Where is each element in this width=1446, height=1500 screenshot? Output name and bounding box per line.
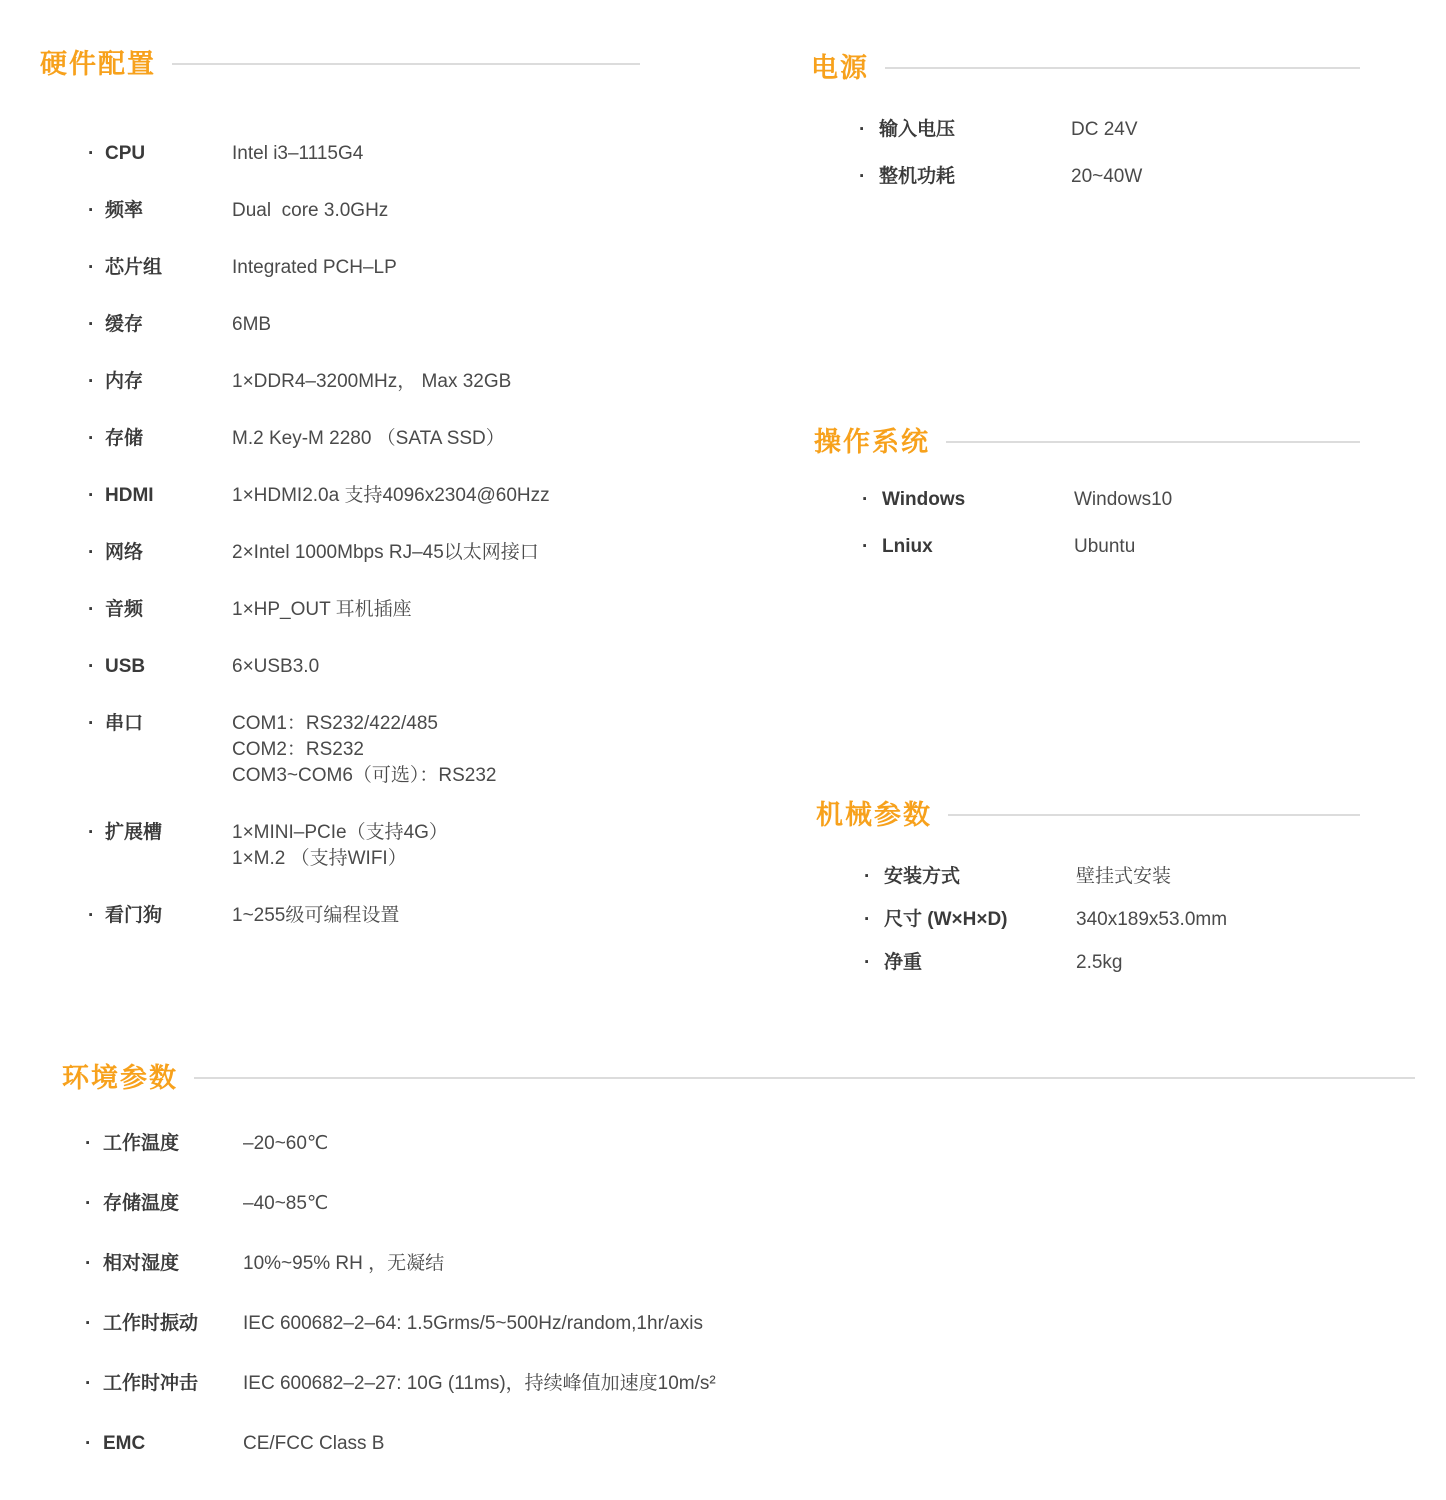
bullet-dot: · [85,1253,92,1274]
section-divider [885,67,1360,69]
spec-value [1074,534,1135,560]
spec-row [40,654,640,680]
spec-value [1071,117,1138,143]
spec-label: 整机功耗 [879,166,956,187]
spec-row [40,141,640,167]
section-divider [172,63,640,65]
spec-label: 输入电压 [879,119,956,140]
spec-label: 网络 [105,542,144,563]
spec-row [62,1431,1415,1457]
spec-value [232,711,496,789]
spec-label: CPU [105,143,146,164]
spec-value [1071,164,1142,190]
bullet-dot: · [864,952,871,973]
spec-row [816,950,1360,976]
section-header [62,1056,1415,1095]
section-divider [194,1077,1415,1079]
spec-row [40,820,640,872]
spec-label: 看门狗 [105,905,163,926]
spec-value-line: –40~85℃ [243,1193,329,1214]
bullet-dot: · [88,656,95,677]
spec-row [814,534,1360,560]
bullet-dot: · [85,1433,92,1454]
spec-value-line: Integrated PCH–LP [232,257,397,278]
bullet-dot: · [88,713,95,734]
spec-label: Windows [882,489,966,510]
bullet-dot: · [862,489,869,510]
section-environment-params [62,1056,1415,1491]
spec-row [40,483,640,509]
spec-value-line: 340x189x53.0mm [1076,909,1228,930]
spec-row [62,1131,1415,1157]
spec-value-line: 1×DDR4–3200MHz， Max 32GB [232,371,512,392]
spec-value-line: Ubuntu [1074,536,1136,557]
spec-value [232,369,511,395]
bullet-dot: · [88,200,95,221]
spec-value [243,1431,384,1457]
spec-value [1076,950,1122,976]
section-hardware-config [40,42,640,960]
spec-value-line: Intel i3–1115G4 [232,143,364,164]
spec-value [243,1191,328,1217]
bullet-dot: · [88,822,95,843]
spec-value-line: COM1：RS232/422/485 [232,713,438,734]
spec-row [40,903,640,929]
spec-value-line: 壁挂式安装 [1076,866,1172,887]
spec-value [232,312,271,338]
spec-label: 工作时冲击 [103,1373,199,1394]
spec-row [40,540,640,566]
bullet-dot: · [859,166,866,187]
bullet-dot: · [862,536,869,557]
spec-value [243,1251,444,1277]
bullet-dot: · [88,905,95,926]
spec-label: 工作温度 [103,1133,180,1154]
spec-value [1074,487,1172,513]
spec-row [811,164,1360,190]
section-title: 硬件配置 [40,49,156,79]
spec-value-line: IEC 600682–2–27: 10G (11ms)，持续峰值加速度10m/s² [243,1373,716,1394]
spec-label: 相对湿度 [103,1253,180,1274]
spec-value-line: 10%~95% RH ，无凝结 [243,1253,445,1274]
spec-label: Lniux [882,536,933,557]
spec-label: 扩展槽 [105,822,163,843]
spec-value [232,141,363,167]
spec-value-line: Windows10 [1074,489,1173,510]
spec-label: 存储温度 [103,1193,180,1214]
spec-value [232,597,412,623]
spec-value-line: 1~255级可编程设置 [232,905,400,926]
spec-label: 净重 [884,952,923,973]
spec-value-line: 6×USB3.0 [232,656,320,677]
spec-value-line: COM2：RS232 [232,739,364,760]
spec-label: 音频 [105,599,144,620]
bullet-dot: · [85,1313,92,1334]
spec-label: 串口 [105,713,144,734]
section-header [40,42,640,81]
spec-label: 安装方式 [884,866,961,887]
spec-label: USB [105,656,146,677]
bullet-dot: · [859,119,866,140]
spec-row [40,198,640,224]
spec-value [232,903,399,929]
spec-row [40,597,640,623]
spec-value-line: IEC 600682–2–64: 1.5Grms/5~500Hz/random,1hr/axis [243,1313,703,1334]
section-title: 电源 [811,53,869,83]
bullet-dot: · [88,314,95,335]
spec-row [816,864,1360,890]
spec-value [232,483,550,509]
spec-value-line: DC 24V [1071,119,1138,140]
section-operating-system [814,420,1360,581]
spec-row [40,312,640,338]
spec-label: 存储 [105,428,144,449]
spec-row [62,1371,1415,1397]
spec-value-line: CE/FCC Class B [243,1433,385,1454]
bullet-dot: · [864,866,871,887]
spec-row [62,1311,1415,1337]
bullet-dot: · [88,371,95,392]
spec-label: HDMI [105,485,154,506]
spec-label: 频率 [105,200,144,221]
bullet-dot: · [85,1373,92,1394]
spec-value [1076,907,1227,933]
spec-value-line: –20~60℃ [243,1133,329,1154]
bullet-dot: · [864,909,871,930]
spec-value-line: 1×M.2 （支持WIFI） [232,848,407,869]
spec-label: 内存 [105,371,144,392]
spec-value-line: 1×MINI–PCIe（支持4G） [232,822,448,843]
bullet-dot: · [88,428,95,449]
section-divider [948,814,1360,816]
bullet-dot: · [85,1193,92,1214]
spec-value-line: COM3~COM6（可选）：RS232 [232,765,497,786]
section-header [814,420,1360,459]
spec-row [816,907,1360,933]
spec-value-line: 2.5kg [1076,952,1123,973]
spec-row [40,426,640,452]
spec-row [814,487,1360,513]
spec-value-line: 6MB [232,314,272,335]
bullet-dot: · [88,485,95,506]
spec-value [1076,864,1171,890]
section-title: 环境参数 [62,1063,178,1093]
section-title: 机械参数 [816,800,932,830]
spec-label: 尺寸 (W×H×D) [884,909,1008,930]
spec-value [232,255,397,281]
section-body [811,117,1360,190]
spec-value [243,1371,716,1397]
spec-label: 缓存 [105,314,144,335]
spec-value-line: 20~40W [1071,166,1143,187]
spec-row [811,117,1360,143]
spec-row [62,1251,1415,1277]
spec-value-line: 1×HDMI2.0a 支持4096x2304@60Hzz [232,485,550,506]
bullet-dot: · [88,542,95,563]
spec-value [232,540,539,566]
spec-value [232,820,448,872]
section-power [811,46,1360,211]
section-header [816,793,1360,832]
spec-label: 芯片组 [105,257,163,278]
bullet-dot: · [88,257,95,278]
section-body [816,864,1360,976]
spec-value-line: Dual core 3.0GHz [232,200,389,221]
spec-label: EMC [103,1433,146,1454]
bullet-dot: · [88,143,95,164]
spec-value [243,1131,328,1157]
bullet-dot: · [85,1133,92,1154]
bullet-dot: · [88,599,95,620]
section-body [62,1131,1415,1457]
section-title: 操作系统 [814,427,930,457]
spec-value [243,1311,703,1337]
spec-row [62,1191,1415,1217]
spec-value [232,426,505,452]
section-mechanical-params [816,793,1360,993]
spec-row [40,369,640,395]
spec-row [40,255,640,281]
spec-value-line: 2×Intel 1000Mbps RJ–45以太网接口 [232,542,539,563]
spec-label: 工作时振动 [103,1313,199,1334]
spec-value [232,654,319,680]
section-body [40,141,640,929]
spec-row [40,711,640,789]
spec-value-line: M.2 Key-M 2280 （SATA SSD） [232,428,505,449]
section-body [814,487,1360,560]
section-header [811,46,1360,85]
section-divider [946,441,1360,443]
spec-value [232,198,388,224]
spec-value-line: 1×HP_OUT 耳机插座 [232,599,412,620]
